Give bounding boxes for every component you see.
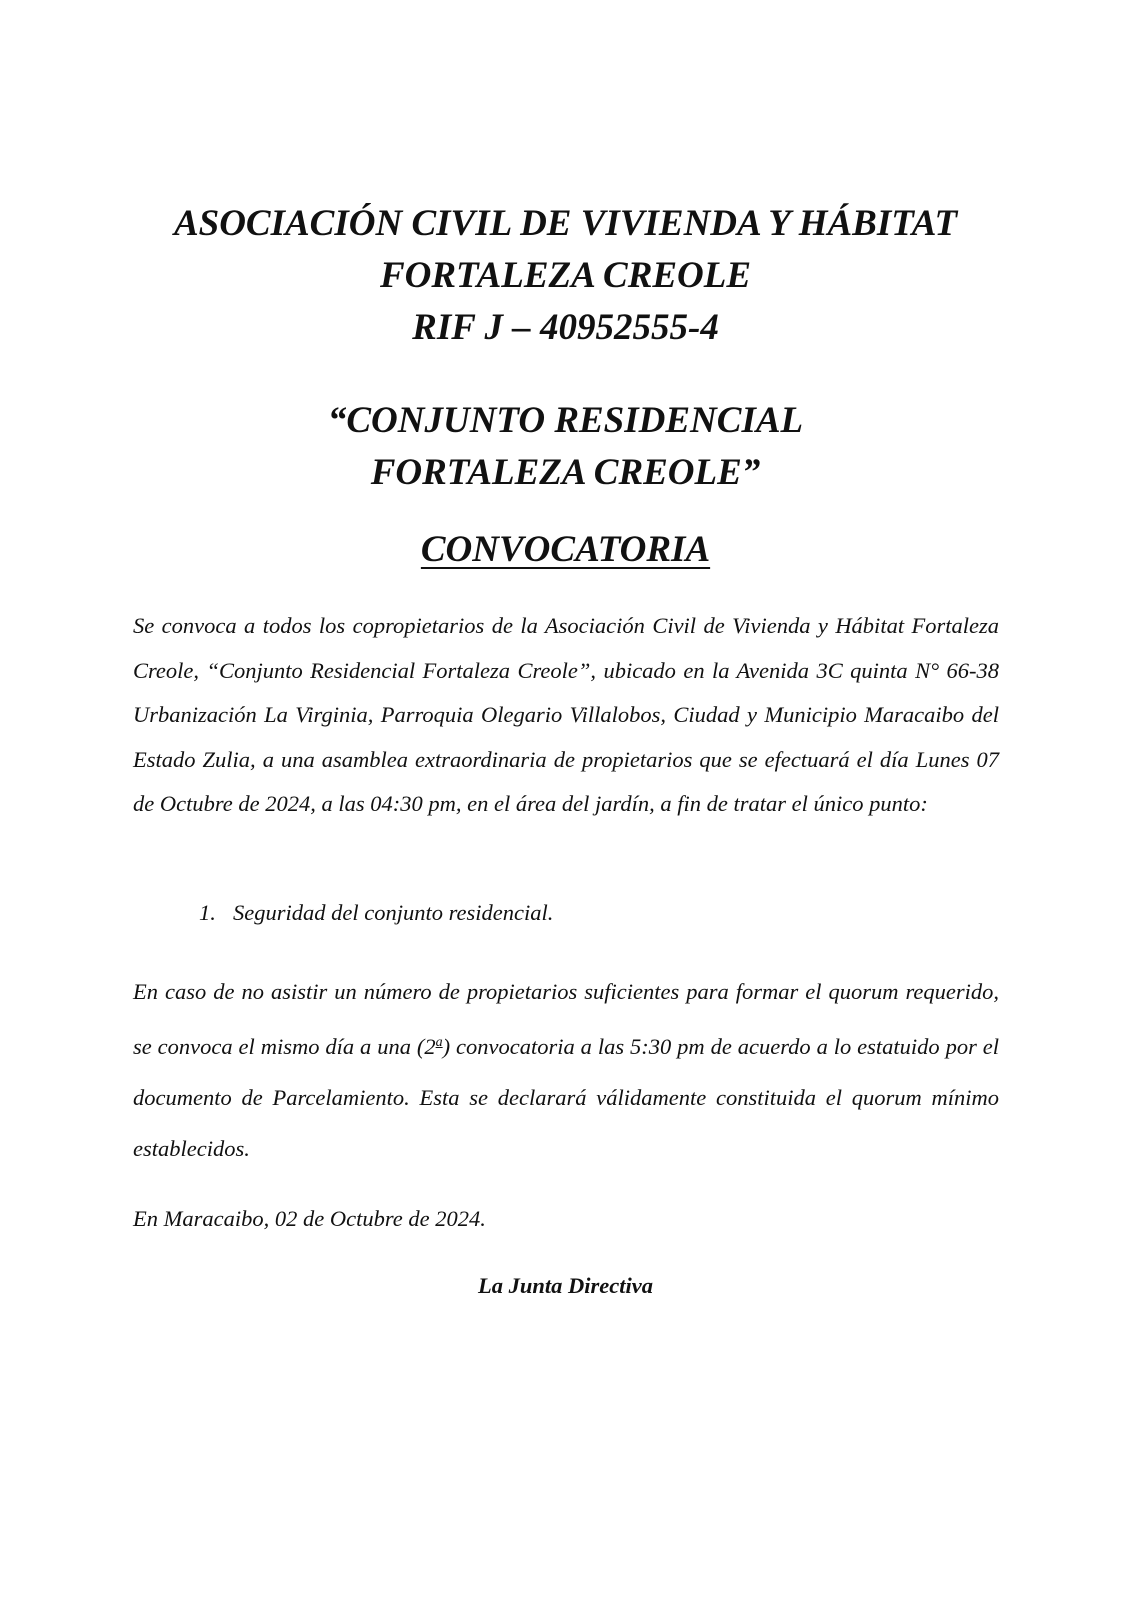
agenda-item-number: 1.	[199, 900, 216, 925]
second-call-text-before: En caso de no asistir un número de propietarios suficientes para formar el quorum requerido, se convoca el mismo día a una (2	[133, 979, 999, 1059]
document-title: CONVOCATORIA	[420, 529, 711, 570]
agenda-item	[199, 898, 553, 928]
intro-paragraph: Se convoca a todos los copropietarios de la Asociación Civil de Vivienda y Hábitat Fortaleza Creole, “Conjunto Residencial Fortaleza Creole”, ubicado en la Avenida 3C quinta N° 66-38 Urbanización La Virginia, Parroquia Olegario Villalobos, Ciudad y Municipio Maracaibo del Estado Zulia, a una asamblea extraordinaria de propietarios que se efectuará el día Lunes 07 de Octubre de 2024, a las 04:30 pm, en el área del jardín, a fin de tratar el único punto:	[133, 613, 999, 816]
second-call-paragraph	[133, 966, 999, 1174]
organization-heading	[0, 198, 1131, 354]
agenda-list	[199, 898, 553, 928]
complex-heading	[0, 395, 1131, 499]
complex-name-line1: “CONJUNTO RESIDENCIAL	[327, 400, 804, 441]
rif-number: RIF J – 40952555-4	[412, 307, 719, 348]
organization-name-line1: ASOCIACIÓN CIVIL DE VIVIENDA Y HÁBITAT	[173, 203, 958, 244]
complex-name-line2: FORTALEZA CREOLE”	[370, 452, 761, 493]
organization-name-line2: FORTALEZA CREOLE	[379, 255, 752, 296]
ordinal-superscript: a	[435, 1035, 443, 1050]
second-call-text-after: ) convocatoria a las 5:30 pm de acuerdo a lo estatuido por el documento de Parcelamiento. Esta se declarará válidamente constituida el quorum mínimo establecidos.	[133, 1034, 999, 1161]
signoff-date: En Maracaibo, 02 de Octubre de 2024.	[133, 1206, 486, 1231]
signature-line: La Junta Directiva	[478, 1273, 653, 1298]
agenda-item-text: Seguridad del conjunto residencial.	[233, 900, 554, 925]
